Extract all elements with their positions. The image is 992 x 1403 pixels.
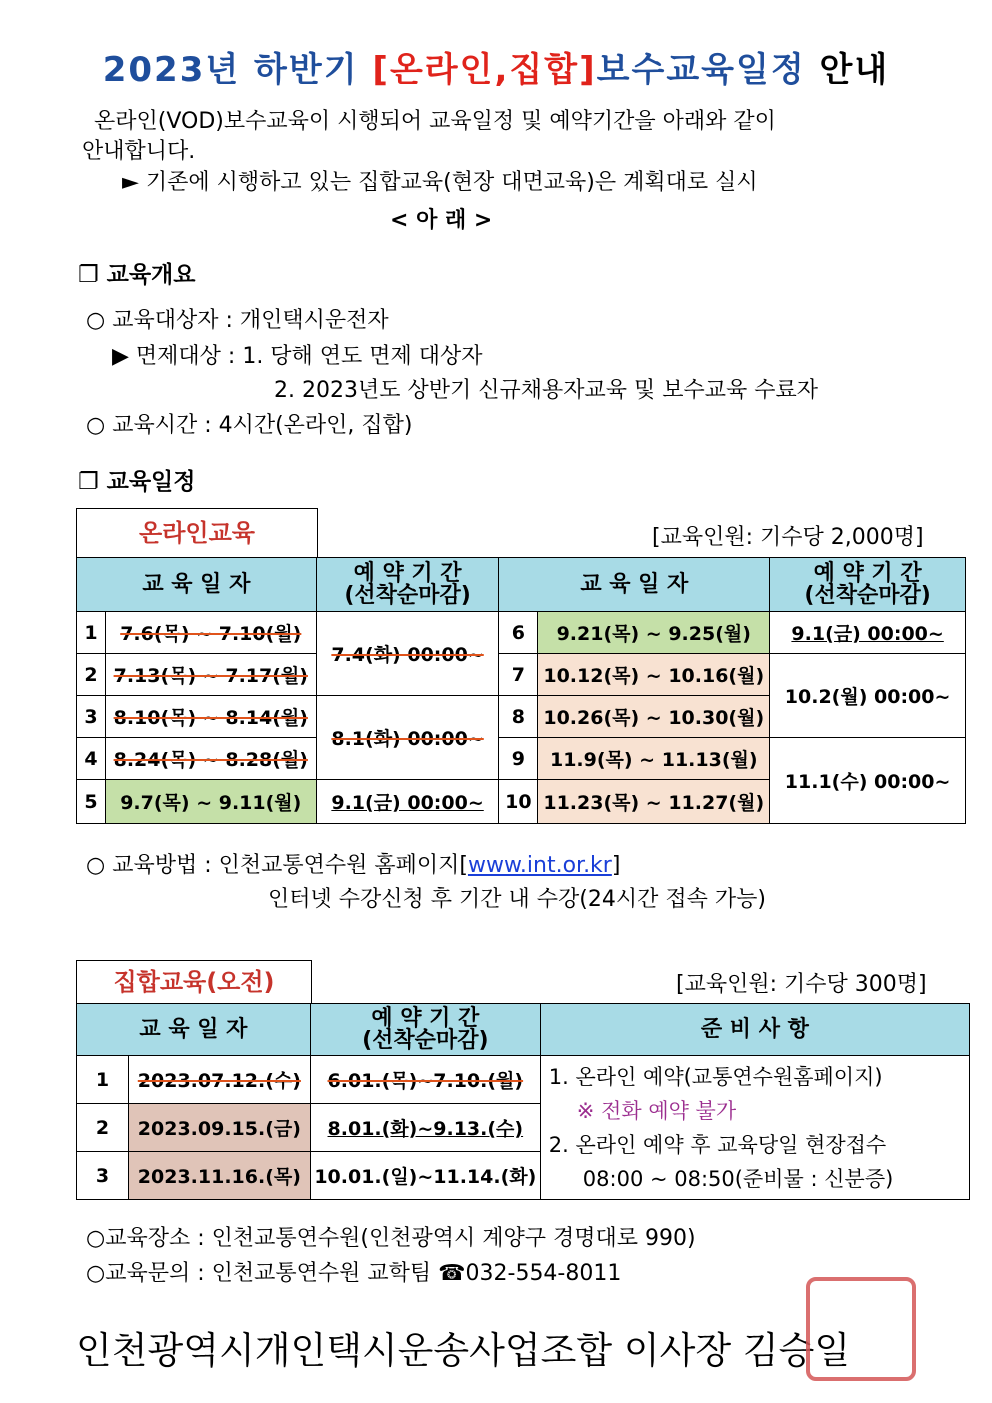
online-label: 온라인교육 <box>76 508 318 557</box>
row-number: 5 <box>77 780 106 824</box>
online-date-cell: 8.24(목) ~ 8.28(월) <box>105 738 316 780</box>
method-line-2: 인터넷 수강신청 후 기간 내 수강(24시간 접속 가능) <box>268 887 766 912</box>
offline-reserve-cell: 6.01.(목)~7.10.(월) <box>310 1056 540 1104</box>
online-date-cell: 7.13(목) ~ 7.17(월) <box>105 654 316 696</box>
online-date-cell: 10.26(목) ~ 10.30(월) <box>538 696 770 738</box>
offline-reserve-cell: 8.01.(화)~9.13.(수) <box>310 1104 540 1152</box>
schedule-heading: ❐ 교육일정 <box>78 469 196 495</box>
intro-line-2: 안내합니다. <box>82 139 196 164</box>
offline-header-date: 교 육 일 자 <box>77 1004 311 1056</box>
online-reserve-cell: 9.1(금) 00:00~ <box>316 780 499 824</box>
prep-line-4: 08:00 ~ 08:50(준비물 : 신분증) <box>582 1166 894 1191</box>
offline-label: 집합교육(오전) <box>76 960 312 1003</box>
offline-header-reserve: 예 약 기 간 (선착순마감) <box>310 1004 540 1056</box>
offline-schedule-table <box>76 1003 970 1200</box>
intro-line-1: 온라인(VOD)보수교육이 시행되어 교육일정 및 예약기간을 아래와 같이 <box>94 109 776 134</box>
offline-date-cell: 2023.07.12.(수) <box>128 1056 310 1104</box>
offline-capacity: [교육인원: 기수당 300명] <box>676 972 927 997</box>
row-number: 1 <box>77 612 106 654</box>
method-line: ○ 교육방법 : 인천교통연수원 홈페이지[www.int.or.kr] <box>86 853 621 878</box>
online-date-cell: 11.9(목) ~ 11.13(월) <box>538 738 770 780</box>
online-date-cell: 8.10(목) ~ 8.14(월) <box>105 696 316 738</box>
online-header-reserve-2: 예 약 기 간 (선착순마감) <box>770 558 966 612</box>
exempt-line-2: 2. 2023년도 상반기 신규채용자교육 및 보수교육 수료자 <box>274 378 818 403</box>
online-reserve-cell: 9.1(금) 00:00~ <box>770 612 966 654</box>
row-number: 7 <box>499 654 538 696</box>
offline-date-cell: 2023.11.16.(목) <box>128 1152 310 1200</box>
online-reserve-cell: 7.4(화) 00:00~ <box>316 612 499 696</box>
homepage-link[interactable]: www.int.or.kr <box>467 853 612 878</box>
online-reserve-cell: 10.2(월) 00:00~ <box>770 654 966 738</box>
online-date-cell: 9.21(목) ~ 9.25(월) <box>538 612 770 654</box>
prep-note: ※ 전화 예약 불가 <box>576 1098 737 1123</box>
offline-header-prep: 준 비 사 항 <box>540 1004 969 1056</box>
target-line: ○ 교육대상자 : 개인택시운전자 <box>86 308 389 333</box>
row-number: 3 <box>77 696 106 738</box>
offline-date-cell: 2023.09.15.(금) <box>128 1104 310 1152</box>
online-header-reserve: 예 약 기 간 (선착순마감) <box>316 558 499 612</box>
online-date-cell: 7.6(목) ~ 7.10(월) <box>105 612 316 654</box>
online-reserve-cell: 11.1(수) 00:00~ <box>770 738 966 824</box>
row-number: 2 <box>77 654 106 696</box>
row-number: 9 <box>499 738 538 780</box>
offline-reserve-cell: 10.01.(일)~11.14.(화) <box>310 1152 540 1200</box>
online-date-cell: 9.7(목) ~ 9.11(월) <box>105 780 316 824</box>
online-header-date: 교 육 일 자 <box>77 558 317 612</box>
row-number: 4 <box>77 738 106 780</box>
prep-line-3: 2. 온라인 예약 후 교육당일 현장접수 <box>548 1132 887 1157</box>
online-capacity: [교육인원: 기수당 2,000명] <box>652 525 924 550</box>
official-seal-icon <box>806 1277 916 1381</box>
intro-line-3: ► 기존에 시행하고 있는 집합교육(현장 대면교육)은 계획대로 실시 <box>122 170 758 195</box>
online-date-cell: 10.12(목) ~ 10.16(월) <box>538 654 770 696</box>
exempt-line: ▶ 면제대상 : 1. 당해 연도 면제 대상자 <box>112 344 483 369</box>
online-date-cell: 11.23(목) ~ 11.27(월) <box>538 780 770 824</box>
below-marker: < 아 래 > <box>390 208 493 233</box>
time-line: ○ 교육시간 : 4시간(온라인, 집합) <box>86 413 413 438</box>
online-schedule-table <box>76 557 966 824</box>
page-title: 2023년 하반기 [온라인,집합]보수교육일정 안내 <box>102 50 890 90</box>
online-header-date-2: 교 육 일 자 <box>499 558 770 612</box>
prep-line-1: 1. 온라인 예약(교통연수원홈페이지) <box>548 1064 883 1089</box>
row-number: 10 <box>499 780 538 824</box>
signature: 인천광역시개인택시운송사업조합 이사장 김승일 <box>76 1329 851 1372</box>
place-line: ○교육장소 : 인천교통연수원(인천광역시 계양구 경명대로 990) <box>86 1226 696 1251</box>
row-number: 3 <box>77 1152 129 1200</box>
row-number: 8 <box>499 696 538 738</box>
row-number: 2 <box>77 1104 129 1152</box>
row-number: 6 <box>499 612 538 654</box>
prep-cell <box>540 1056 969 1200</box>
contact-line: ○교육문의 : 인천교통연수원 교학팀 ☎032-554-8011 <box>86 1261 622 1286</box>
overview-heading: ❐ 교육개요 <box>78 262 196 288</box>
row-number: 1 <box>77 1056 129 1104</box>
online-reserve-cell: 8.1(화) 00:00~ <box>316 696 499 780</box>
